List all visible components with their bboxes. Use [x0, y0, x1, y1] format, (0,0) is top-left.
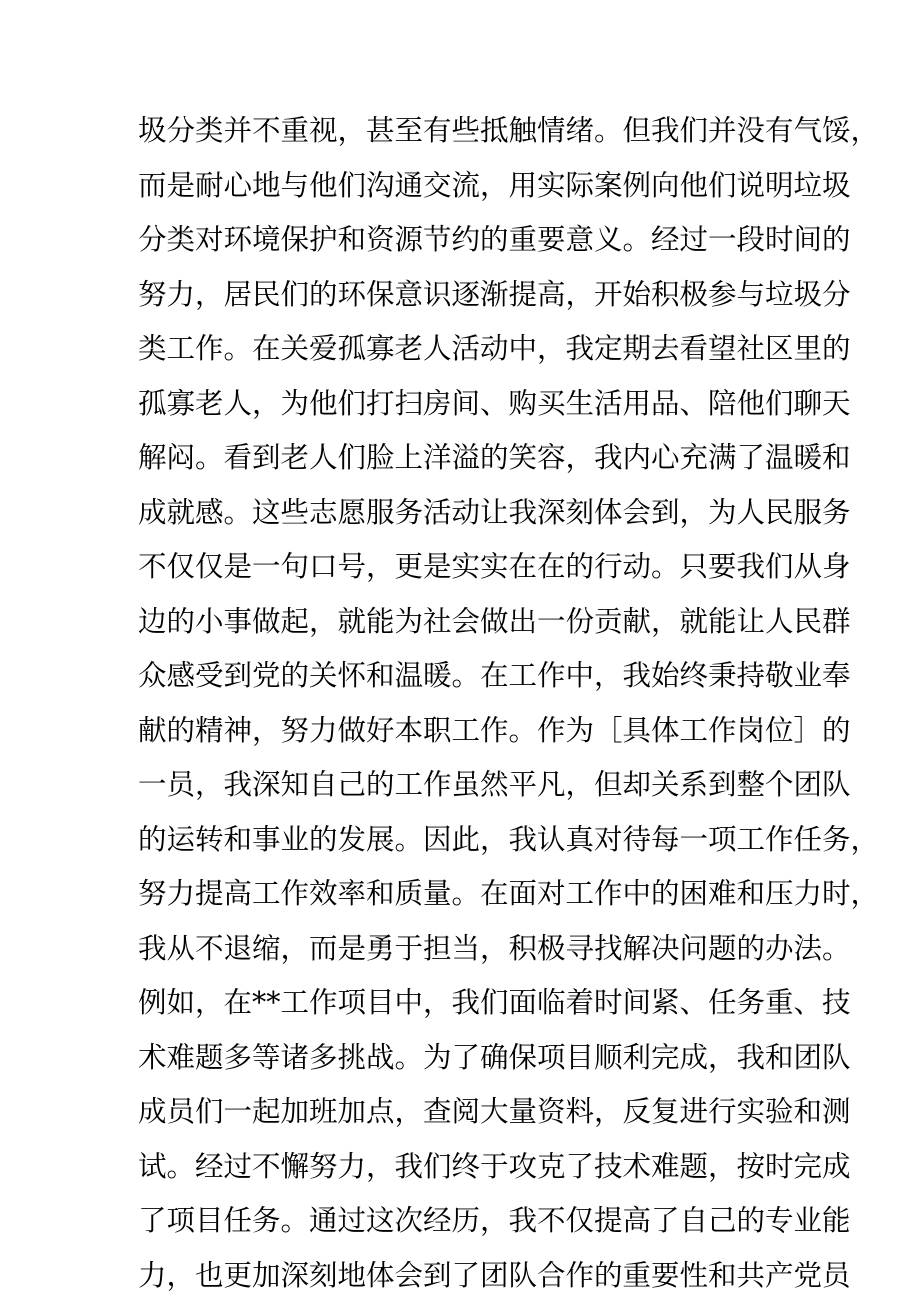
text-line-14: 的运转和事业的发展。因此，我认真对待每一项工作任务， [138, 813, 790, 868]
text-line-3: 分类对环境保护和资源节约的重要意义。经过一段时间的 [138, 213, 790, 268]
text-line-1: 圾分类并不重视，甚至有些抵触情绪。但我们并没有气馁， [138, 104, 790, 159]
text-line-20: 试。经过不懈努力，我们终于攻克了技术难题，按时完成 [138, 1140, 790, 1195]
text-line-15: 努力提高工作效率和质量。在面对工作中的困难和压力时， [138, 867, 790, 922]
text-line-21: 了项目任务。通过这次经历，我不仅提高了自己的专业能 [138, 1194, 790, 1249]
text-line-22: 力，也更加深刻地体会到了团队合作的重要性和共产党员 [138, 1249, 790, 1303]
text-line-2: 而是耐心地与他们沟通交流，用实际案例向他们说明垃圾 [138, 159, 790, 214]
text-line-8: 成就感。这些志愿服务活动让我深刻体会到，为人民服务 [138, 486, 790, 541]
text-line-9: 不仅仅是一句口号，更是实实在在的行动。只要我们从身 [138, 540, 790, 595]
body-paragraph [138, 104, 798, 1303]
text-line-10: 边的小事做起，就能为社会做出一份贡献，就能让人民群 [138, 595, 790, 650]
text-line-5: 类工作。在关爱孤寡老人活动中，我定期去看望社区里的 [138, 322, 790, 377]
text-line-7: 解闷。看到老人们脸上洋溢的笑容，我内心充满了温暖和 [138, 431, 790, 486]
text-line-18: 术难题多等诸多挑战。为了确保项目顺利完成，我和团队 [138, 1031, 790, 1086]
text-line-12: 献的精神，努力做好本职工作。作为［具体工作岗位］的 [138, 704, 790, 759]
text-line-16: 我从不退缩，而是勇于担当，积极寻找解决问题的办法。 [138, 922, 790, 977]
text-line-4: 努力，居民们的环保意识逐渐提高，开始积极参与垃圾分 [138, 268, 790, 323]
text-line-19: 成员们一起加班加点，查阅大量资料，反复进行实验和测 [138, 1085, 790, 1140]
text-line-17: 例如，在**工作项目中，我们面临着时间紧、任务重、技 [138, 976, 790, 1031]
text-line-11: 众感受到党的关怀和温暖。在工作中，我始终秉持敬业奉 [138, 649, 790, 704]
text-line-6: 孤寡老人，为他们打扫房间、购买生活用品、陪他们聊天 [138, 377, 790, 432]
text-line-13: 一员，我深知自己的工作虽然平凡，但却关系到整个团队 [138, 758, 790, 813]
